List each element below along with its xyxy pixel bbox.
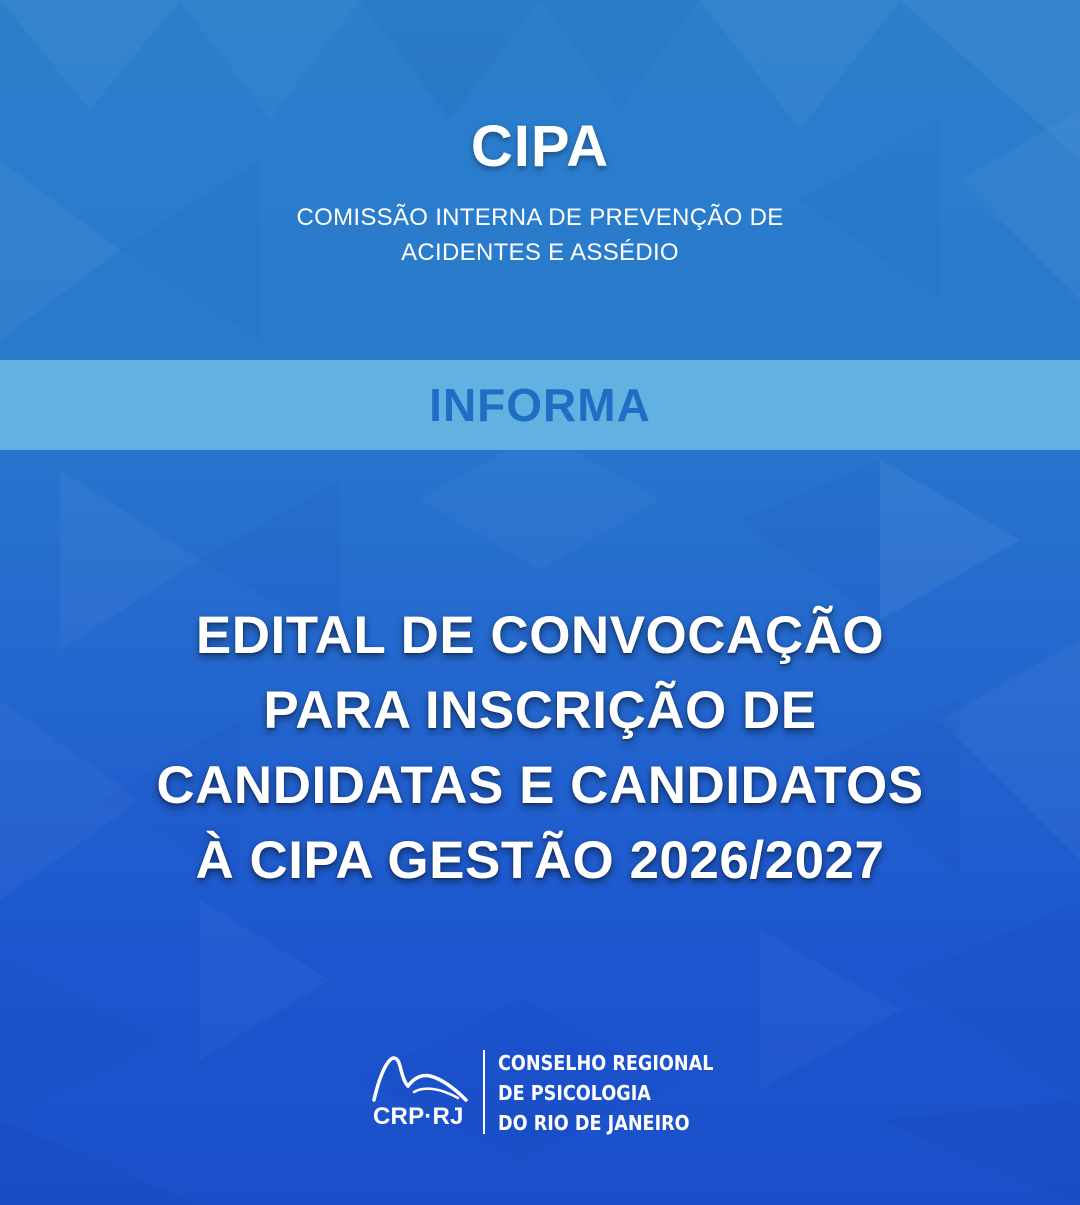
crp-rj-logo-icon <box>370 1048 470 1102</box>
header <box>0 0 1080 360</box>
band-label: INFORMA <box>429 379 651 431</box>
org-name <box>498 1048 713 1138</box>
headline-line: EDITAL DE CONVOCAÇÃO <box>195 606 885 665</box>
headline <box>0 598 1080 898</box>
headline-line: À CIPA GESTÃO 2026/2027 <box>195 831 885 890</box>
subtitle-line: COMISSÃO INTERNA DE PREVENÇÃO DE <box>296 204 784 231</box>
title: CIPA <box>470 114 610 179</box>
org-name-line: CONSELHO REGIONAL <box>498 1051 714 1075</box>
informa-band <box>0 360 1080 450</box>
footer-logo <box>0 1040 1080 1140</box>
subtitle-line: ACIDENTES E ASSÉDIO <box>401 239 679 266</box>
subtitle <box>0 200 1080 270</box>
logo-divider <box>483 1050 485 1134</box>
org-name-line: DE PSICOLOGIA <box>498 1081 651 1105</box>
headline-line: PARA INSCRIÇÃO DE <box>263 681 817 740</box>
logo-acronym: CRP·RJ <box>373 1103 464 1130</box>
org-name-line: DO RIO DE JANEIRO <box>498 1111 690 1135</box>
headline-line: CANDIDATAS E CANDIDATOS <box>156 756 924 815</box>
